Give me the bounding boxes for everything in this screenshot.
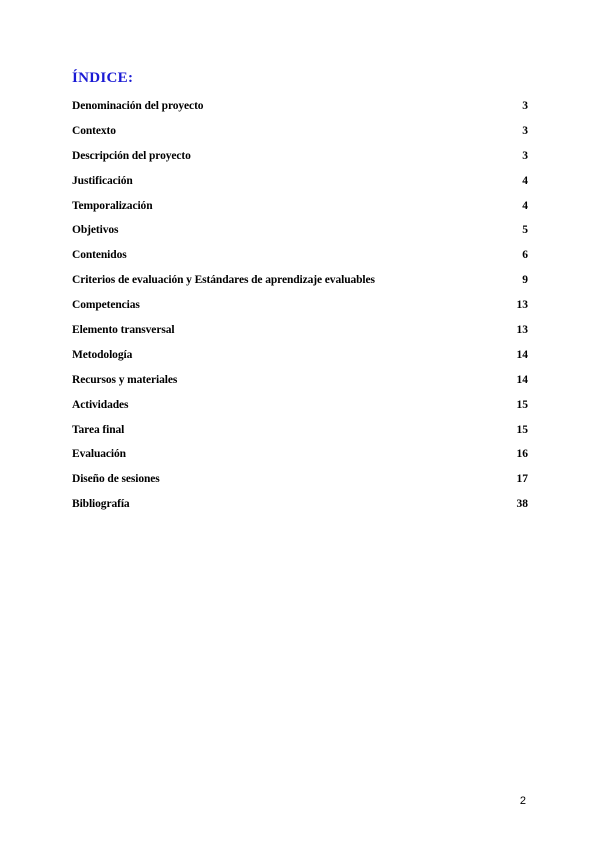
toc-entry-label: Criterios de evaluación y Estándares de aprendizaje evaluables xyxy=(72,274,375,287)
toc-heading: ÍNDICE: xyxy=(72,70,134,86)
page-number: 2 xyxy=(519,795,526,807)
toc-entry-page: 9 xyxy=(522,274,528,287)
toc-entry xyxy=(72,150,528,175)
toc-entry-page: 3 xyxy=(522,149,528,162)
toc-entry-page: 3 xyxy=(522,100,528,112)
toc-entry-page: 14 xyxy=(516,373,528,386)
toc-entry-label: Temporalización xyxy=(72,199,153,212)
toc-entry xyxy=(72,224,528,249)
toc-entry-label: Elemento transversal xyxy=(72,324,175,337)
toc-entry-page: 13 xyxy=(516,324,528,337)
toc-entry xyxy=(72,473,528,498)
toc-entry xyxy=(72,399,528,424)
toc-entry xyxy=(72,374,528,399)
toc-entry xyxy=(72,175,528,200)
toc-entry-label: Tarea final xyxy=(72,423,125,436)
toc-entry-label: Competencias xyxy=(72,299,140,312)
toc-entry-page: 17 xyxy=(516,473,528,486)
toc-entry-page: 16 xyxy=(516,448,528,461)
toc-entry-label: Contenidos xyxy=(72,249,127,262)
toc-entry-label: Objetivos xyxy=(72,224,119,237)
toc-entry-label: Descripción del proyecto xyxy=(72,149,191,162)
toc-entry xyxy=(72,125,528,150)
toc-entry-label: Bibliografía xyxy=(72,498,130,511)
toc-entry-label: Justificación xyxy=(72,174,133,187)
toc-entry xyxy=(72,498,528,523)
toc-entry-page: 15 xyxy=(516,423,528,436)
toc-entry-label: Diseño de sesiones xyxy=(72,473,160,486)
toc-entry-page: 15 xyxy=(516,398,528,411)
toc-entry-label: Denominación del proyecto xyxy=(72,100,204,112)
toc-entry xyxy=(72,424,528,449)
toc-entry-page: 38 xyxy=(516,498,528,511)
toc-entry xyxy=(72,349,528,374)
toc-entry-page: 5 xyxy=(522,224,528,237)
toc-entry-page: 4 xyxy=(522,199,528,212)
toc-entry-label: Contexto xyxy=(72,124,116,137)
toc-entry-label: Metodología xyxy=(72,348,133,361)
table-of-contents xyxy=(72,100,528,523)
toc-entry-page: 6 xyxy=(522,249,528,262)
toc-entry-label: Evaluación xyxy=(72,448,126,461)
toc-entry xyxy=(72,200,528,225)
toc-entry-page: 3 xyxy=(522,124,528,137)
toc-entry xyxy=(72,249,528,274)
toc-entry xyxy=(72,274,528,299)
toc-entry xyxy=(72,448,528,473)
toc-entry-label: Actividades xyxy=(72,398,129,411)
toc-entry-page: 13 xyxy=(516,299,528,312)
toc-entry-page: 14 xyxy=(516,348,528,361)
toc-entry xyxy=(72,100,528,125)
toc-entry xyxy=(72,299,528,324)
toc-entry-page: 4 xyxy=(522,174,528,187)
toc-entry xyxy=(72,324,528,349)
toc-entry-label: Recursos y materiales xyxy=(72,373,178,386)
